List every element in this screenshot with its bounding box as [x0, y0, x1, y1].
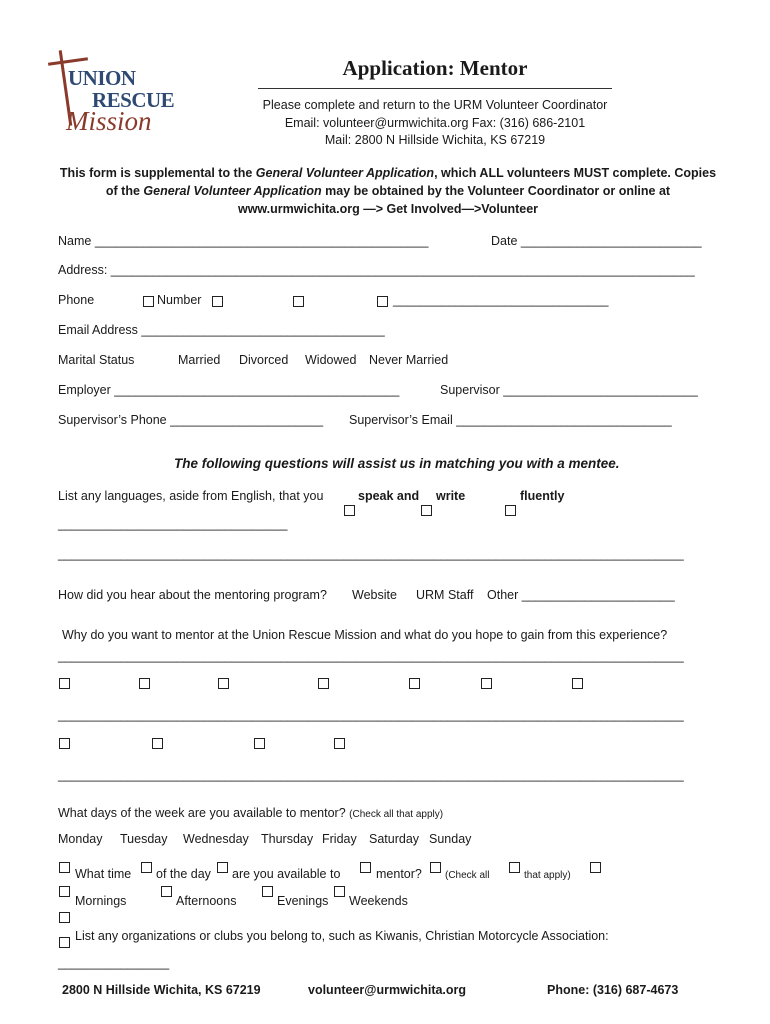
employer-field[interactable]: Employer _________________________________________: [58, 383, 400, 397]
day-monday[interactable]: Monday: [58, 832, 103, 846]
days-question-text: What days of the week are you available to mentor?: [58, 806, 346, 820]
speak-label: speak and: [358, 489, 420, 503]
fluently-checkbox[interactable]: [505, 505, 516, 516]
time-checkbox-7[interactable]: [590, 862, 601, 873]
time-checkbox-6[interactable]: [509, 862, 520, 873]
marital-option-never-married[interactable]: Never Married: [369, 353, 449, 367]
days-hint: (Check all that apply): [349, 809, 444, 820]
phone-checkbox-1[interactable]: [143, 296, 154, 307]
checkbox-row2-4[interactable]: [334, 738, 345, 749]
supervisor-phone-field[interactable]: Supervisor’s Phone ______________________: [58, 413, 324, 427]
write-label: write: [436, 489, 466, 503]
checkbox-row2-3[interactable]: [254, 738, 265, 749]
header-mail: Mail: 2800 N Hillside Wichita, KS 67219: [324, 133, 546, 147]
intro-link-path: www.urmwichita.org —> Get Involved—>Volunteer: [237, 202, 539, 216]
extra-checkbox-1[interactable]: [59, 912, 70, 923]
time-question-2: of the day: [156, 867, 211, 881]
phone-checkbox-3[interactable]: [293, 296, 304, 307]
intro-text-2: , which ALL volunteers MUST complete. Copies of the: [105, 166, 717, 198]
date-field[interactable]: Date __________________________: [491, 234, 702, 248]
mornings-label: Mornings: [75, 894, 127, 908]
organizations-blank[interactable]: ________________: [58, 956, 170, 970]
weekends-label: Weekends: [349, 894, 408, 908]
days-question: [58, 806, 443, 820]
phone-blank-field[interactable]: _______________________________: [393, 293, 609, 307]
checkbox-row2-1[interactable]: [59, 738, 70, 749]
phone-checkbox-4[interactable]: [377, 296, 388, 307]
time-question-4: mentor?: [376, 867, 422, 881]
marital-option-married[interactable]: Married: [178, 353, 221, 367]
intro-em-1: General Volunteer Application: [255, 166, 435, 180]
checkbox-row1-7[interactable]: [572, 678, 583, 689]
day-thursday[interactable]: Thursday: [261, 832, 314, 846]
time-checkbox-4[interactable]: [360, 862, 371, 873]
evenings-checkbox[interactable]: [262, 886, 273, 897]
why-question: Why do you want to mentor at the Union Rescue Mission and what do you hope to gain from this experience?: [62, 628, 668, 642]
fluently-label: fluently: [520, 489, 565, 503]
intro-paragraph: [58, 164, 718, 218]
section-subtitle: The following questions will assist us in matching you with a mentee.: [174, 456, 620, 471]
checkbox-row1-5[interactable]: [409, 678, 420, 689]
checkbox-row1-2[interactable]: [139, 678, 150, 689]
time-checkbox-1[interactable]: [59, 862, 70, 873]
languages-blank[interactable]: _________________________________: [58, 517, 288, 531]
footer-address: 2800 N Hillside Wichita, KS 67219: [62, 983, 261, 997]
why-answer-line-1[interactable]: __________________________________________________________________________________________: [58, 649, 684, 663]
languages-blank-2[interactable]: __________________________________________________________________________________________: [58, 547, 684, 561]
day-tuesday[interactable]: Tuesday: [120, 832, 168, 846]
checkbox-row1-6[interactable]: [481, 678, 492, 689]
header-contact: Email: volunteer@urmwichita.org Fax: (316) 686-2101: [284, 116, 586, 130]
time-checkbox-2[interactable]: [141, 862, 152, 873]
mission-logo: [40, 40, 200, 140]
logo-text-mission: Mission: [66, 106, 152, 136]
day-sunday[interactable]: Sunday: [429, 832, 472, 846]
intro-text-3: may be obtained by the Volunteer Coordinator or online at: [321, 184, 671, 198]
page-title: Application: Mentor: [342, 56, 528, 80]
phone-label: Phone: [58, 293, 95, 307]
title-underline: [258, 88, 612, 89]
time-hint-1: (Check all: [445, 870, 490, 881]
intro-em-2: General Volunteer Application: [143, 184, 322, 198]
why-answer-line-2[interactable]: __________________________________________________________________________________________: [58, 708, 684, 722]
hear-option-other[interactable]: Other ______________________: [487, 588, 675, 602]
day-wednesday[interactable]: Wednesday: [183, 832, 249, 846]
marital-option-divorced[interactable]: Divorced: [239, 353, 289, 367]
time-question-3: are you available to: [232, 867, 341, 881]
time-checkbox-5[interactable]: [430, 862, 441, 873]
address-field[interactable]: Address: ____________________________________________________________________________________: [58, 263, 695, 277]
write-checkbox[interactable]: [421, 505, 432, 516]
weekends-checkbox[interactable]: [334, 886, 345, 897]
afternoons-label: Afternoons: [176, 894, 237, 908]
checkbox-row1-3[interactable]: [218, 678, 229, 689]
email-field[interactable]: Email Address ___________________________________: [58, 323, 385, 337]
organizations-question: List any organizations or clubs you belong to, such as Kiwanis, Christian Motorcycle Association:: [75, 929, 609, 943]
hear-question: How did you hear about the mentoring program?: [58, 588, 327, 602]
number-label: Number: [157, 293, 202, 307]
header-instructions: Please complete and return to the URM Volunteer Coordinator: [262, 98, 608, 112]
intro-text-1: This form is supplemental to the: [59, 166, 256, 180]
day-friday[interactable]: Friday: [322, 832, 357, 846]
footer-email[interactable]: volunteer@urmwichita.org: [308, 983, 467, 997]
name-field[interactable]: Name ________________________________________________: [58, 234, 429, 248]
marital-option-widowed[interactable]: Widowed: [305, 353, 357, 367]
time-checkbox-3[interactable]: [217, 862, 228, 873]
why-answer-line-3[interactable]: __________________________________________________________________________________________: [58, 768, 684, 782]
mornings-checkbox[interactable]: [59, 886, 70, 897]
time-question-1: What time: [75, 867, 132, 881]
speak-checkbox[interactable]: [344, 505, 355, 516]
logo-text-union: UNION: [68, 66, 136, 90]
checkbox-row1-1[interactable]: [59, 678, 70, 689]
hear-option-website[interactable]: Website: [352, 588, 397, 602]
phone-checkbox-2[interactable]: [212, 296, 223, 307]
supervisor-field[interactable]: Supervisor ____________________________: [440, 383, 698, 397]
hear-option-urm-staff[interactable]: URM Staff: [416, 588, 474, 602]
languages-question: List any languages, aside from English, that you: [58, 489, 324, 503]
logo-text-rescue: RESCUE: [92, 88, 175, 112]
day-saturday[interactable]: Saturday: [369, 832, 420, 846]
footer-phone: Phone: (316) 687-4673: [547, 983, 679, 997]
afternoons-checkbox[interactable]: [161, 886, 172, 897]
supervisor-email-field[interactable]: Supervisor’s Email _______________________________: [349, 413, 672, 427]
cross-bar: [48, 57, 88, 66]
checkbox-row2-2[interactable]: [152, 738, 163, 749]
evenings-label: Evenings: [277, 894, 329, 908]
time-hint-2: that apply): [524, 870, 571, 881]
checkbox-row1-4[interactable]: [318, 678, 329, 689]
extra-checkbox-2[interactable]: [59, 937, 70, 948]
marital-status-label: Marital Status: [58, 353, 135, 367]
